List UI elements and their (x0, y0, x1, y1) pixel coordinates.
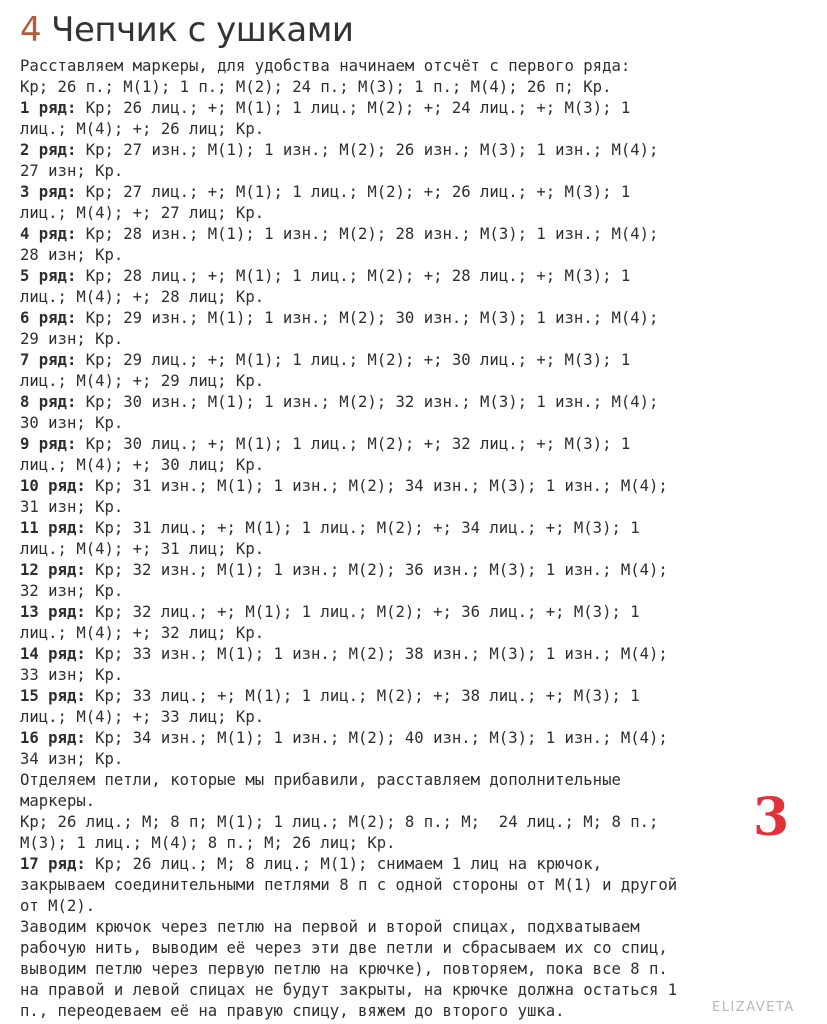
row-label: 17 ряд: (20, 855, 86, 873)
line-text: 27 изн; Кр. (20, 162, 124, 180)
row-instruction-line (20, 602, 810, 623)
text-line (20, 896, 810, 917)
row-label: 10 ряд: (20, 477, 86, 495)
line-text: 28 изн; Кр. (20, 246, 124, 264)
text-line (20, 665, 810, 686)
line-text: Кр; 30 лиц.; +; М(1); 1 лиц.; М(2); +; 32 лиц.; +; М(3); 1 (76, 435, 631, 453)
row-instruction-line (20, 350, 810, 371)
line-text: Кр; 34 изн.; М(1); 1 изн.; М(2); 40 изн.; М(3); 1 изн.; М(4); (85, 729, 668, 747)
text-line (20, 161, 810, 182)
text-line (20, 959, 810, 980)
line-text: Кр; 26 лиц.; М; 8 п; М(1); 1 лиц.; М(2); 8 п.; М; 24 лиц.; М; 8 п.; (20, 813, 659, 831)
line-text: лиц.; М(4); +; 32 лиц; Кр. (20, 624, 265, 642)
line-text: лиц.; М(4); +; 33 лиц; Кр. (20, 708, 265, 726)
text-line (20, 77, 810, 98)
line-text: Кр; 32 лиц.; +; М(1); 1 лиц.; М(2); +; 36 лиц.; +; М(3); 1 (85, 603, 640, 621)
row-instruction-line (20, 518, 810, 539)
row-instruction-line (20, 434, 810, 455)
line-text: выводим петлю через первую петлю на крючке), повторяем, пока все 8 п. (20, 960, 668, 978)
line-text: Кр; 27 изн.; М(1); 1 изн.; М(2); 26 изн.; М(3); 1 изн.; М(4); (76, 141, 659, 159)
line-text: лиц.; М(4); +; 30 лиц; Кр. (20, 456, 265, 474)
row-label: 4 ряд: (20, 225, 77, 243)
text-line (20, 1001, 810, 1022)
page-number: 3 (753, 787, 790, 848)
row-label: 11 ряд: (20, 519, 86, 537)
line-text: Кр; 26 п.; М(1); 1 п.; М(2); 24 п.; М(3); 1 п.; М(4); 26 п; Кр. (20, 78, 612, 96)
row-instruction-line (20, 266, 810, 287)
title-number: 4 (20, 10, 42, 50)
text-line (20, 497, 810, 518)
line-text: Расставляем маркеры, для удобства начинаем отсчёт с первого ряда: (20, 57, 631, 75)
row-label: 3 ряд: (20, 183, 77, 201)
line-text: лиц.; М(4); +; 31 лиц; Кр. (20, 540, 265, 558)
row-instruction-line (20, 392, 810, 413)
line-text: на правой и левой спицах не будут закрыты, на крючке должна остаться 1 (20, 981, 678, 999)
text-line (20, 791, 810, 812)
line-text: Кр; 31 изн.; М(1); 1 изн.; М(2); 34 изн.; М(3); 1 изн.; М(4); (85, 477, 668, 495)
text-line (20, 413, 810, 434)
text-line (20, 938, 810, 959)
line-text: лиц.; М(4); +; 27 лиц; Кр. (20, 204, 265, 222)
row-instruction-line (20, 560, 810, 581)
row-instruction-line (20, 224, 810, 245)
line-text: Отделяем петли, которые мы прибавили, расставляем дополнительные (20, 771, 621, 789)
row-instruction-line (20, 728, 810, 749)
row-label: 8 ряд: (20, 393, 77, 411)
row-label: 12 ряд: (20, 561, 86, 579)
row-label: 14 ряд: (20, 645, 86, 663)
line-text: 32 изн; Кр. (20, 582, 124, 600)
row-instruction-line (20, 182, 810, 203)
text-line (20, 287, 810, 308)
line-text: 30 изн; Кр. (20, 414, 124, 432)
text-line (20, 539, 810, 560)
line-text: М(3); 1 лиц.; М(4); 8 п.; М; 26 лиц; Кр. (20, 834, 396, 852)
line-text: Кр; 32 изн.; М(1); 1 изн.; М(2); 36 изн.; М(3); 1 изн.; М(4); (85, 561, 668, 579)
row-label: 5 ряд: (20, 267, 77, 285)
line-text: Кр; 28 изн.; М(1); 1 изн.; М(2); 28 изн.; М(3); 1 изн.; М(4); (76, 225, 659, 243)
line-text: Кр; 29 изн.; М(1); 1 изн.; М(2); 30 изн.; М(3); 1 изн.; М(4); (76, 309, 659, 327)
text-line (20, 329, 810, 350)
text-line (20, 119, 810, 140)
row-instruction-line (20, 476, 810, 497)
text-line (20, 749, 810, 770)
text-line (20, 833, 810, 854)
line-text: закрываем соединительными петлями 8 п с одной стороны от М(1) и другой (20, 876, 678, 894)
line-text: лиц.; М(4); +; 29 лиц; Кр. (20, 372, 265, 390)
line-text: Кр; 33 лиц.; +; М(1); 1 лиц.; М(2); +; 38 лиц.; +; М(3); 1 (85, 687, 640, 705)
row-instruction-line (20, 686, 810, 707)
text-line (20, 707, 810, 728)
row-label: 9 ряд: (20, 435, 77, 453)
line-text: 29 изн; Кр. (20, 330, 124, 348)
text-line (20, 203, 810, 224)
line-text: 34 изн; Кр. (20, 750, 124, 768)
line-text: от М(2). (20, 897, 96, 915)
text-line (20, 56, 810, 77)
line-text: Кр; 26 лиц.; М; 8 лиц.; М(1); снимаем 1 лиц на крючок, (85, 855, 603, 873)
text-line (20, 245, 810, 266)
text-line (20, 917, 810, 938)
line-text: Кр; 27 лиц.; +; М(1); 1 лиц.; М(2); +; 26 лиц.; +; М(3); 1 (76, 183, 631, 201)
row-label: 16 ряд: (20, 729, 86, 747)
row-label: 7 ряд: (20, 351, 77, 369)
row-label: 13 ряд: (20, 603, 86, 621)
page-title (20, 8, 353, 52)
line-text: 33 изн; Кр. (20, 666, 124, 684)
line-text: Кр; 30 изн.; М(1); 1 изн.; М(2); 32 изн.; М(3); 1 изн.; М(4); (76, 393, 659, 411)
line-text: рабочую нить, выводим её через эти две петли и сбрасываем их со спиц, (20, 939, 668, 957)
line-text: маркеры. (20, 792, 96, 810)
title-text: Чепчик с ушками (51, 10, 354, 50)
line-text: Кр; 26 лиц.; +; М(1); 1 лиц.; М(2); +; 24 лиц.; +; М(3); 1 (76, 99, 631, 117)
text-line (20, 623, 810, 644)
line-text: Заводим крючок через петлю на первой и второй спицах, подхватываем (20, 918, 640, 936)
text-line (20, 455, 810, 476)
text-line (20, 875, 810, 896)
line-text: 31 изн; Кр. (20, 498, 124, 516)
pattern-text (20, 56, 810, 1022)
line-text: Кр; 28 лиц.; +; М(1); 1 лиц.; М(2); +; 28 лиц.; +; М(3); 1 (76, 267, 631, 285)
line-text: Кр; 29 лиц.; +; М(1); 1 лиц.; М(2); +; 30 лиц.; +; М(3); 1 (76, 351, 631, 369)
text-line (20, 980, 810, 1001)
row-label: 2 ряд: (20, 141, 77, 159)
text-line (20, 371, 810, 392)
row-instruction-line (20, 644, 810, 665)
watermark: ELIZAVETA (712, 1000, 795, 1015)
line-text: Кр; 33 изн.; М(1); 1 изн.; М(2); 38 изн.; М(3); 1 изн.; М(4); (85, 645, 668, 663)
text-line (20, 812, 810, 833)
row-instruction-line (20, 308, 810, 329)
text-line (20, 770, 810, 791)
row-label: 1 ряд: (20, 99, 77, 117)
text-line (20, 581, 810, 602)
line-text: лиц.; М(4); +; 28 лиц; Кр. (20, 288, 265, 306)
row-label: 15 ряд: (20, 687, 86, 705)
line-text: п., переодеваем её на правую спицу, вяжем до второго ушка. (20, 1002, 565, 1020)
row-instruction-line (20, 140, 810, 161)
line-text: лиц.; М(4); +; 26 лиц; Кр. (20, 120, 265, 138)
line-text: Кр; 31 лиц.; +; М(1); 1 лиц.; М(2); +; 34 лиц.; +; М(3); 1 (85, 519, 640, 537)
row-label: 6 ряд: (20, 309, 77, 327)
row-instruction-line (20, 854, 810, 875)
row-instruction-line (20, 98, 810, 119)
